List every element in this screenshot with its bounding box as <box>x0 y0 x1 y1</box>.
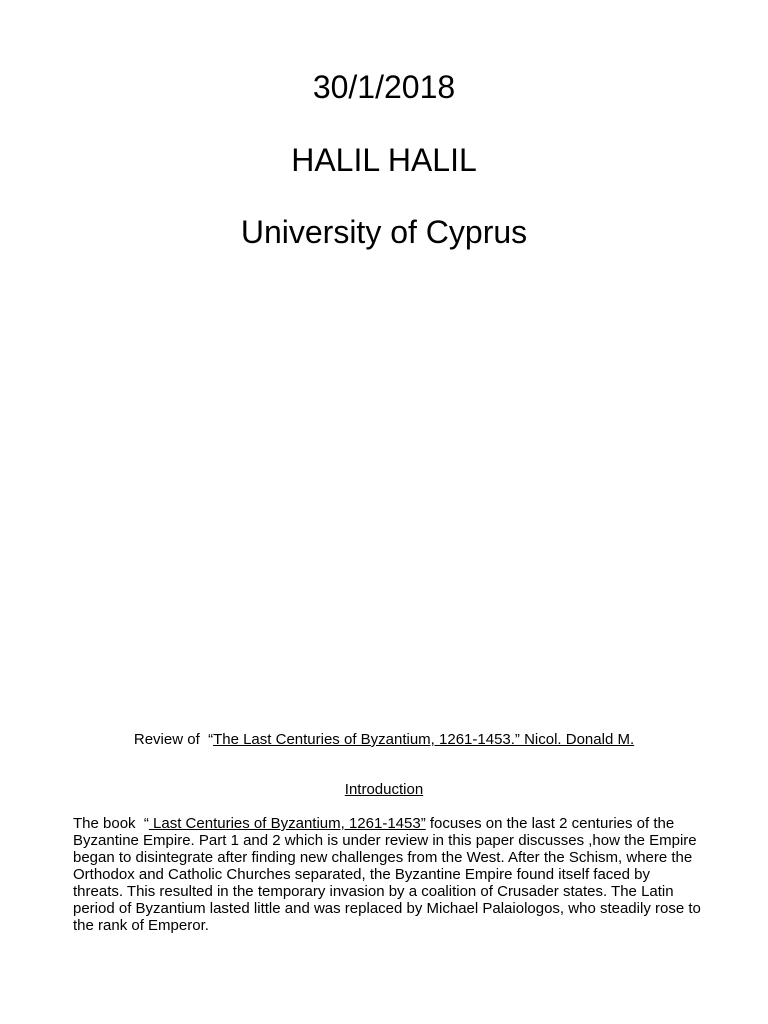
review-citation: The Last Centuries of Byzantium, 1261-1453.” Nicol. Donald M. <box>213 731 635 748</box>
review-prefix: Review of “ <box>133 731 214 748</box>
introduction-paragraph <box>73 815 703 934</box>
intro-lead: The book “ <box>73 815 149 832</box>
intro-text: focuses on the last 2 centuries of the Byzantine Empire. Part 1 and 2 which is under review in this paper discusses ,how the Empire began to disintegrate after finding new challenges from the West. After the Schism, where the Orthodox and Catholic Churches separated, the Byzantine Empire found itself faced by threats. This resulted in the temporary invasion by a coalition of Crusader states. The Latin period of Byzantium lasted little and was replaced by Michael Palaiologos, who steadily rose to the rank of Emperor. <box>73 815 701 934</box>
intro-book-title: Last Centuries of Byzantium, 1261-1453” <box>148 815 426 832</box>
introduction-heading: Introduction <box>344 781 424 798</box>
cover-author: HALIL HALIL <box>291 142 477 178</box>
cover-university: University of Cyprus <box>240 214 528 250</box>
cover-date: 30/1/2018 <box>312 69 456 105</box>
review-title-line <box>0 731 768 749</box>
